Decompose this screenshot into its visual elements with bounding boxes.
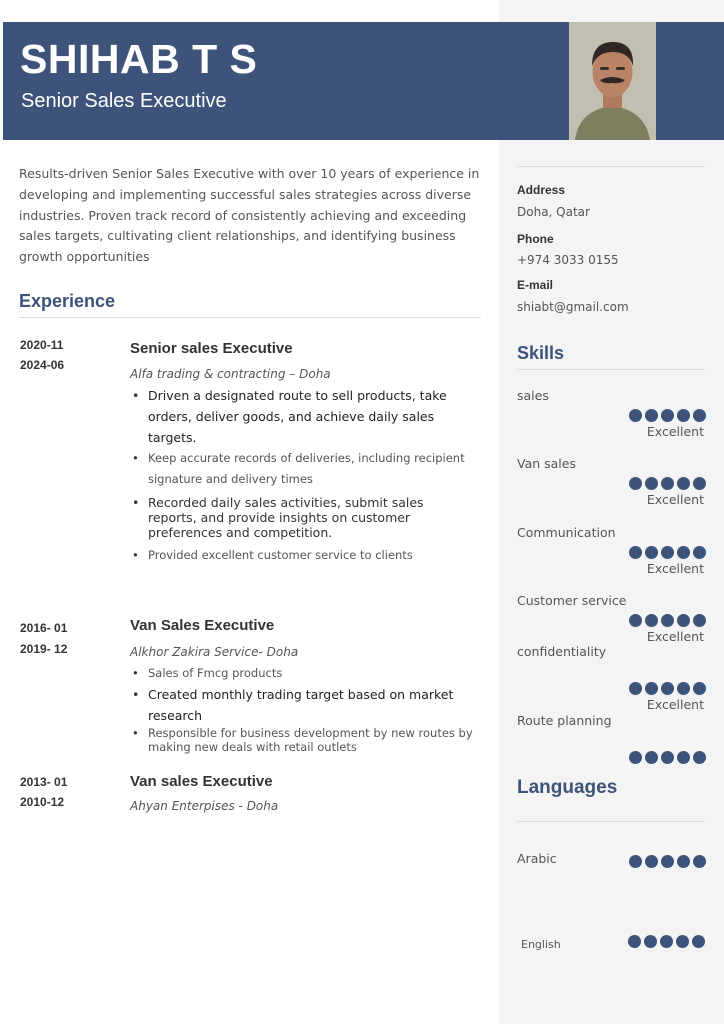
phone-label: Phone: [517, 232, 554, 246]
sidebar-background: [499, 0, 724, 1024]
rating-dot: [628, 935, 641, 948]
experience-heading: Experience: [19, 291, 116, 311]
address-label: Address: [517, 183, 566, 197]
job-title: Senior sales Executive: [130, 340, 293, 357]
address-value: Doha, Qatar: [517, 205, 590, 219]
contact-divider: [517, 166, 705, 167]
languages-divider: [517, 821, 705, 822]
rating-dot: [677, 855, 690, 868]
job-start-date: 2020-11: [20, 338, 64, 352]
job-title: Van sales Executive: [130, 773, 273, 790]
rating-dot: [677, 751, 690, 764]
candidate-name: SHIHAB T S: [20, 36, 258, 82]
language-name: Arabic: [517, 851, 557, 866]
skill-rating: [629, 409, 706, 422]
skill-rating: [629, 751, 706, 764]
skill-level: Excellent: [646, 629, 704, 644]
job-bullet: • Provided excellent customer service to clients: [130, 545, 475, 566]
skill-name: confidentiality: [517, 644, 607, 659]
skill-level: Excellent: [646, 424, 704, 439]
rating-dot: [661, 751, 674, 764]
job-company: Alfa trading & contracting – Doha: [130, 367, 331, 381]
rating-dot: [693, 546, 706, 559]
rating-dot: [693, 751, 706, 764]
rating-dot: [645, 409, 658, 422]
rating-dot: [661, 614, 674, 627]
job-company: Alkhor Zakira Service- Doha: [130, 645, 299, 659]
rating-dot: [645, 477, 658, 490]
skill-name: Customer service: [517, 593, 627, 608]
languages-heading: Languages: [517, 777, 618, 798]
skill-name: Van sales: [517, 456, 576, 471]
job-bullet: • Responsible for business development by new routes by making new deals with retail outlets: [130, 726, 475, 754]
profile-summary: Results-driven Senior Sales Executive with over 10 years of experience in developing and implementing successful sales strategies across diverse industries. Proven track record of consistently achieving and exceeding sales targets, cultivating client relationships, and identifying business growth opportunities: [19, 166, 480, 265]
rating-dot: [645, 546, 658, 559]
rating-dot: [661, 682, 674, 695]
rating-dot: [692, 935, 705, 948]
rating-dot: [677, 477, 690, 490]
rating-dot: [629, 682, 642, 695]
job-company: Ahyan Enterpises - Doha: [130, 799, 279, 813]
rating-dot: [676, 935, 689, 948]
job-bullet: • Driven a designated route to sell products, take orders, deliver goods, and achieve daily sales targets.: [130, 385, 475, 448]
skills-divider: [517, 369, 705, 370]
skill-rating: [629, 614, 706, 627]
rating-dot: [645, 614, 658, 627]
profile-photo: [569, 22, 656, 140]
phone-value: +974 3033 0155: [517, 253, 619, 267]
rating-dot: [644, 935, 657, 948]
job-bullet-list: [130, 663, 475, 754]
rating-dot: [645, 751, 658, 764]
job-end-date: 2019- 12: [20, 642, 68, 656]
skill-rating: [629, 682, 706, 695]
rating-dot: [645, 682, 658, 695]
skill-name: sales: [517, 388, 549, 403]
rating-dot: [677, 614, 690, 627]
email-value: shiabt@gmail.com: [517, 300, 629, 314]
job-start-date: 2013- 01: [20, 775, 68, 789]
job-title: Van Sales Executive: [130, 617, 275, 634]
rating-dot: [661, 855, 674, 868]
rating-dot: [693, 682, 706, 695]
rating-dot: [693, 614, 706, 627]
job-bullet: • Keep accurate records of deliveries, including recipient signature and delivery times: [130, 448, 475, 490]
rating-dot: [677, 546, 690, 559]
language-name: English: [521, 938, 561, 951]
experience-divider: [19, 317, 481, 318]
job-bullet-list: [130, 385, 475, 566]
rating-dot: [660, 935, 673, 948]
email-label: E-mail: [517, 278, 554, 292]
rating-dot: [629, 409, 642, 422]
language-rating: [628, 935, 705, 948]
skill-level: Excellent: [646, 561, 704, 576]
job-end-date: 2010-12: [20, 795, 65, 809]
candidate-title: Senior Sales Executive: [21, 90, 227, 112]
rating-dot: [677, 409, 690, 422]
rating-dot: [645, 855, 658, 868]
skill-rating: [629, 546, 706, 559]
skill-level: Excellent: [646, 697, 704, 712]
rating-dot: [629, 546, 642, 559]
job-start-date: 2016- 01: [20, 621, 68, 635]
job-bullet: • Created monthly trading target based on market research: [130, 684, 475, 726]
skill-level: Excellent: [646, 492, 704, 507]
rating-dot: [693, 855, 706, 868]
rating-dot: [661, 409, 674, 422]
skill-name: Route planning: [517, 713, 612, 728]
rating-dot: [661, 477, 674, 490]
skills-heading: Skills: [517, 343, 565, 363]
rating-dot: [629, 477, 642, 490]
rating-dot: [629, 614, 642, 627]
job-bullet: • Recorded daily sales activities, submit sales reports, and provide insights on customer preferences and competition.: [130, 495, 475, 540]
rating-dot: [629, 855, 642, 868]
rating-dot: [629, 751, 642, 764]
rating-dot: [693, 409, 706, 422]
skill-name: Communication: [517, 525, 616, 540]
job-bullet: • Sales of Fmcg products: [130, 663, 475, 684]
skill-rating: [629, 477, 706, 490]
job-end-date: 2024-06: [20, 358, 65, 372]
rating-dot: [661, 546, 674, 559]
rating-dot: [693, 477, 706, 490]
language-rating: [629, 855, 706, 868]
rating-dot: [677, 682, 690, 695]
